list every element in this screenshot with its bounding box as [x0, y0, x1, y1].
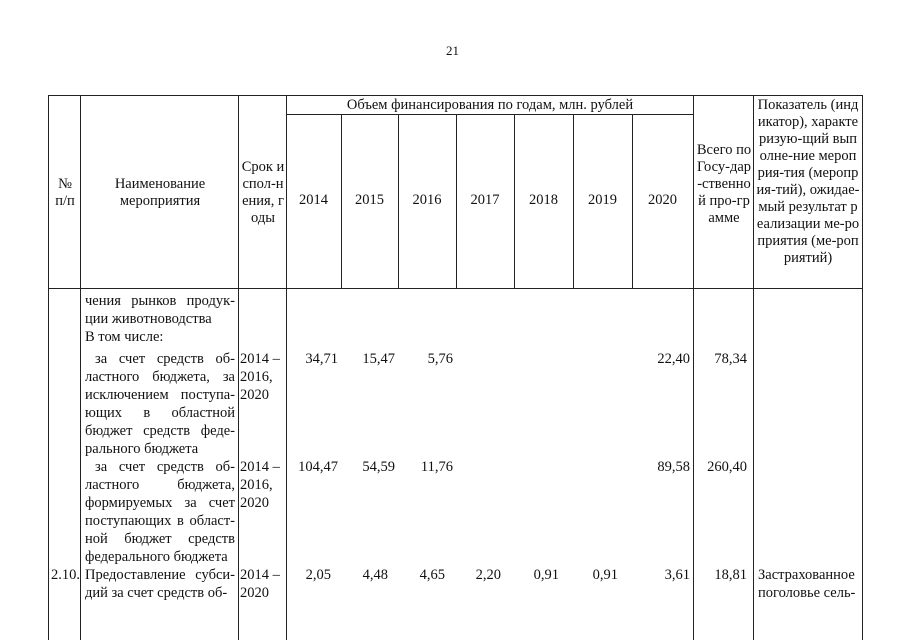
header-year-2020: 2020 — [648, 192, 677, 208]
header-col-name: Наименование мероприятия — [114, 176, 206, 209]
row-subheading-name: В том числе: — [85, 329, 164, 345]
header-col-term: Срок испол-нения, годы — [241, 159, 285, 226]
row-regional-name: за счет средств об-ластного бюджета, за исключением поступа-ющих в областной бюджет средств феде-рального бюджета — [85, 351, 235, 457]
row-federal-term: 2014 – 2016, 2020 — [240, 459, 280, 511]
row-regional-2016: 5,76 — [427, 351, 453, 367]
header-year-2018: 2018 — [529, 192, 558, 208]
header-year-2014: 2014 — [299, 192, 328, 208]
row-2-10-name: Предоставление субси-дий за счет средств об- — [85, 567, 235, 601]
row-federal-2020: 89,58 — [657, 459, 690, 475]
row-continuation-name: чения рынков продук-ции животноводства — [85, 293, 235, 327]
header-col-indicator: Показатель (индикатор), характеризую-щий выполне-ние мероприя-тия (мероприя-тий), ожидае-мый результат реализации ме-роприятия (ме-роприятий) — [756, 97, 860, 266]
header-year-2015: 2015 — [355, 192, 384, 208]
table-header — [0, 0, 905, 290]
row-regional-2014: 34,71 — [305, 351, 338, 367]
page-number: 21 — [446, 43, 459, 58]
row-federal-2015: 54,59 — [362, 459, 395, 475]
header-year-2016: 2016 — [412, 192, 442, 208]
row-2-10-term: 2014 – 2020 — [240, 567, 280, 601]
row-federal-2016: 11,76 — [420, 459, 453, 475]
header-col-total: Всего по Госу-дар-ственной про-грамме — [696, 142, 752, 226]
header-funding-title: Объем финансирования по годам, млн. рублей — [346, 97, 634, 113]
row-regional-2015: 15,47 — [362, 351, 395, 367]
row-2-10-2015: 4,48 — [362, 567, 388, 583]
row-2-10-2020: 3,61 — [664, 567, 690, 583]
header-year-2017: 2017 — [470, 192, 500, 208]
row-2-10-indicator: Застрахованное поголовье сель- — [758, 567, 856, 601]
header-year-2019: 2019 — [588, 192, 617, 208]
row-2-10-num: 2.10. — [51, 567, 80, 583]
row-federal-total: 260,40 — [707, 459, 747, 475]
row-2-10-2014: 2,05 — [305, 567, 331, 583]
row-2-10-2016: 4,65 — [419, 567, 445, 583]
row-regional-term: 2014 – 2016, 2020 — [240, 351, 280, 403]
row-federal-2014: 104,47 — [298, 459, 338, 475]
header-top-border — [48, 95, 863, 96]
header-col-num: № п/п — [55, 176, 75, 209]
row-regional-2020: 22,40 — [657, 351, 690, 367]
row-2-10-2017: 2,20 — [475, 567, 501, 583]
row-federal-name: за счет средств об-ластного бюджета, формируемых за счет поступающих в област-ной бюджет средств федерального бюджета — [85, 459, 235, 565]
row-2-10-2018: 0,91 — [533, 567, 559, 583]
row-2-10-total: 18,81 — [714, 567, 747, 583]
row-regional-total: 78,34 — [714, 351, 747, 367]
row-2-10-2019: 0,91 — [592, 567, 618, 583]
